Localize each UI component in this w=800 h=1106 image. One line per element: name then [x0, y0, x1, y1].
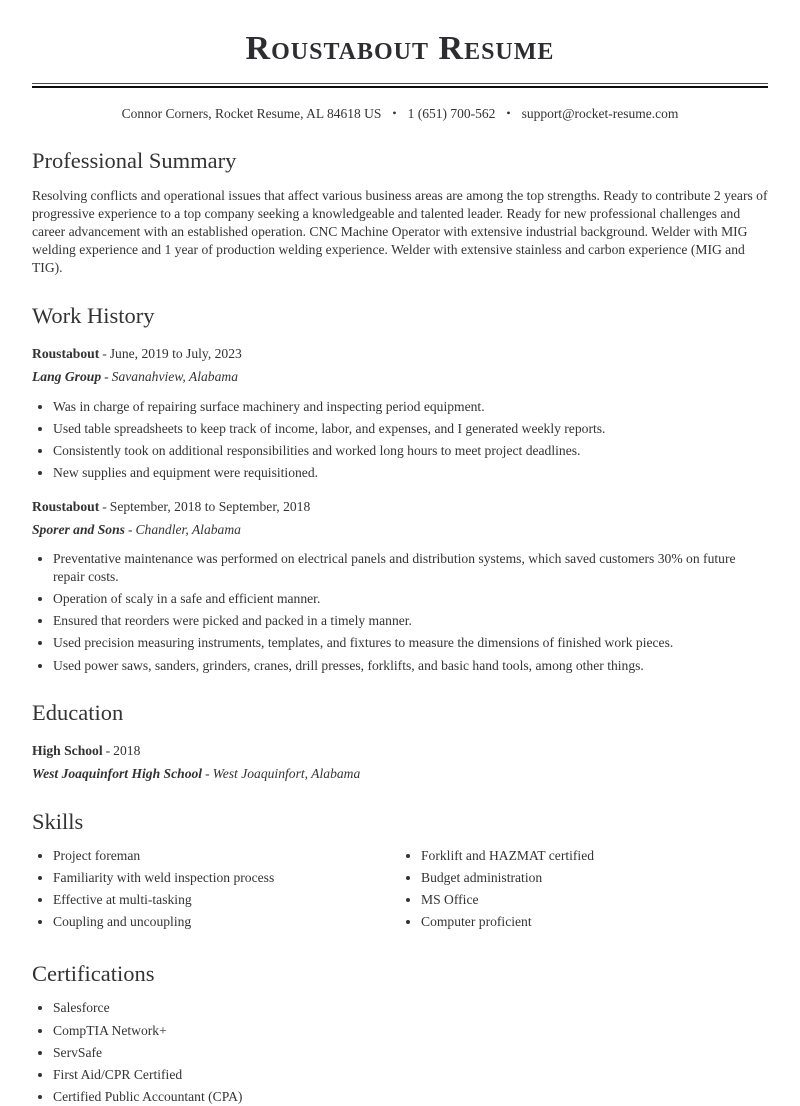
certification-item: • Salesforce: [53, 999, 768, 1017]
section-heading-skills: Skills: [32, 808, 84, 834]
skills-columns: [32, 835, 768, 936]
job-title-line: [32, 498, 768, 516]
dash-separator: -: [104, 369, 109, 385]
section-certifications: [32, 960, 768, 1105]
job-bullet-item: • Was in charge of repairing surface machinery and inspecting period equipment.: [53, 398, 768, 416]
job-bullet-list: [32, 398, 768, 482]
summary-text: Resolving conflicts and operational issues that affect various business areas are among the top strengths. Ready to contribute 2 years of progressive experience to a top company seeking a knowledgeable and talented leader. Ready for new professional challenges and career advancement with an established operation. CNC Machine Operator with extensive industrial background. Welder with MIG welding experience and 1 year of production welding experience. Welder with extensive stainless and carbon experience (MIG and TIG).: [32, 188, 768, 276]
education-year: 2018: [113, 743, 141, 759]
resume-title: Roustabout Resume: [245, 30, 555, 67]
job-bullet-item: • Used table spreadsheets to keep track of income, labor, and expenses, and I generated weekly reports.: [53, 420, 768, 438]
skill-item: • Forklift and HAZMAT certified: [421, 847, 768, 865]
job-title: Roustabout: [32, 346, 100, 362]
job-company-line: [32, 368, 768, 386]
skill-item: • MS Office: [421, 891, 768, 909]
contact-line: [32, 106, 768, 122]
resume-header: [32, 30, 768, 122]
skill-item: • Budget administration: [421, 869, 768, 887]
education-school-line: [32, 765, 768, 783]
bullet-separator-icon: •: [392, 106, 397, 120]
section-heading-summary: Professional Summary: [32, 148, 237, 173]
job-dates: June, 2019 to July, 2023: [109, 346, 242, 362]
certification-item: • Certified Public Accountant (CPA): [53, 1088, 768, 1106]
job-bullet-item: • Preventative maintenance was performed on electrical panels and distribution systems, which saved customers 30% on future repair costs.: [53, 550, 768, 585]
skill-item: • Computer proficient: [421, 913, 768, 931]
job-title-line: [32, 345, 768, 363]
certification-list: [32, 999, 768, 1105]
dash-separator: -: [102, 498, 107, 514]
skills-column-left: [32, 847, 400, 936]
job-bullet-item: • Used precision measuring instruments, templates, and fixtures to measure the dimensions of finished work pieces.: [53, 634, 768, 652]
education-location: West Joaquinfort, Alabama: [212, 765, 361, 781]
contact-phone: 1 (651) 700-562: [407, 106, 496, 121]
job-bullet-item: • New supplies and equipment were requisitioned.: [53, 464, 768, 482]
skill-item: • Coupling and uncoupling: [53, 913, 400, 931]
certification-item: • First Aid/CPR Certified: [53, 1066, 768, 1084]
section-heading-work-history: Work History: [32, 303, 155, 329]
job-dates: September, 2018 to September, 2018: [109, 498, 311, 514]
skills-column-right: [400, 847, 768, 936]
section-education: [32, 699, 768, 782]
section-skills: [32, 808, 768, 936]
job-location: Savanahview, Alabama: [111, 369, 239, 385]
job-bullet-item: • Used power saws, sanders, grinders, cranes, drill presses, forklifts, and basic hand tools, among other things.: [53, 657, 768, 675]
job-bullet-item: • Operation of scaly in a safe and efficient manner.: [53, 590, 768, 608]
bullet-separator-icon: •: [506, 106, 511, 120]
job-entry: [32, 345, 768, 482]
certification-item: • CompTIA Network+: [53, 1022, 768, 1040]
education-degree-line: [32, 742, 768, 760]
contact-address: Connor Corners, Rocket Resume, AL 84618 US: [121, 106, 382, 121]
job-company-line: [32, 521, 768, 539]
skill-item: • Familiarity with weld inspection process: [53, 869, 400, 887]
job-company: Lang Group: [32, 369, 102, 385]
skill-item: • Project foreman: [53, 847, 400, 865]
job-bullet-item: • Consistently took on additional responsibilities and worked long hours to meet project deadlines.: [53, 442, 768, 460]
certification-item: • ServSafe: [53, 1044, 768, 1062]
section-work-history: [32, 302, 768, 674]
skill-item: • Effective at multi-tasking: [53, 891, 400, 909]
job-bullet-list: [32, 550, 768, 674]
dash-separator: -: [205, 765, 210, 781]
job-company: Sporer and Sons: [32, 521, 125, 537]
section-heading-education: Education: [32, 700, 124, 726]
header-divider: [32, 83, 768, 88]
job-location: Chandler, Alabama: [135, 521, 241, 537]
education-degree: High School: [32, 743, 103, 759]
dash-separator: -: [105, 743, 111, 759]
job-title: Roustabout: [32, 498, 100, 514]
job-entry: [32, 498, 768, 674]
dash-separator: -: [127, 521, 133, 537]
dash-separator: -: [102, 346, 107, 362]
section-professional-summary: [32, 147, 768, 277]
education-school: West Joaquinfort High School: [32, 765, 203, 781]
section-heading-certifications: Certifications: [32, 961, 155, 987]
education-entry: [32, 742, 768, 782]
job-bullet-item: • Ensured that reorders were picked and packed in a timely manner.: [53, 612, 768, 630]
contact-email: support@rocket-resume.com: [521, 106, 679, 121]
